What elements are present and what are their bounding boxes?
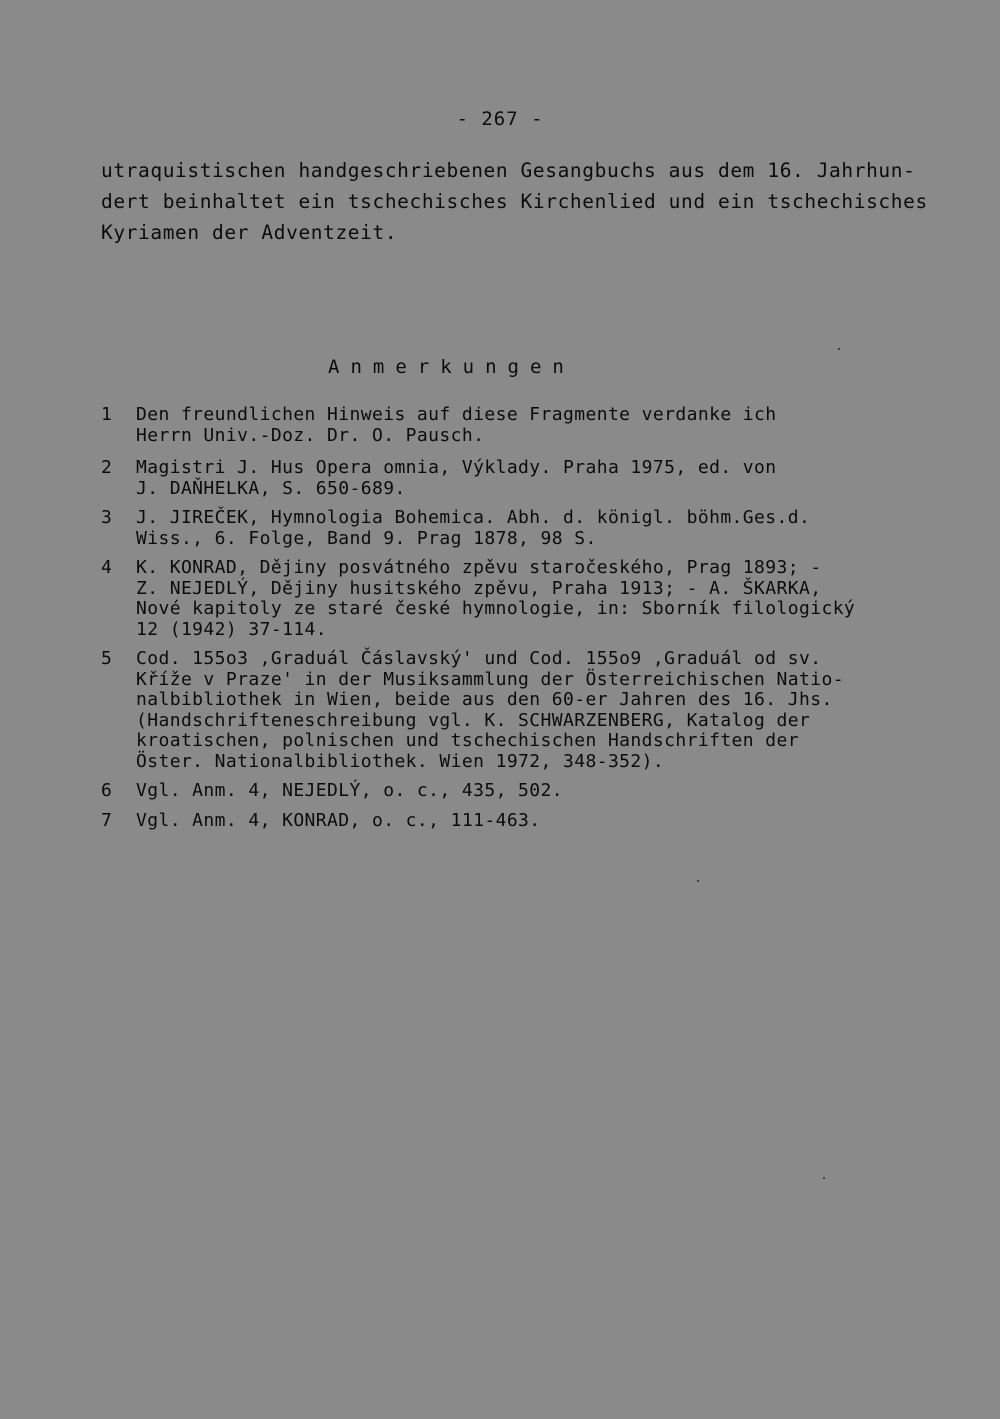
footnotes-list [101,405,921,840]
scan-speck [838,348,840,350]
footnote-line: Vgl. Anm. 4, KONRAD, o. c., 111-463. [136,809,541,831]
footnote-line: Herrn Univ.-Doz. Dr. O. Pausch. [136,424,485,446]
scan-speck [697,880,699,882]
footnote-line: Magistri J. Hus Opera omnia, Výklady. Praha 1975, ed. von [136,457,777,478]
footnote-line: kroatischen, polnischen und tschechischen Handschriften der [136,730,799,751]
footnote-line: Nové kapitoly ze staré české hymnologie, in: Sborník filologický [136,598,856,619]
footnote-line: J. DAŇHELKA, S. 650-689. [136,477,406,499]
footnote-text [136,781,921,802]
footnote-number: 4 [101,557,112,578]
footnote-text [136,458,921,499]
footnote [101,405,921,446]
footnote-line: (Handschrifteneschreibung vgl. K. SCHWARZENBERG, Katalog der [136,709,811,731]
footnote [101,811,921,832]
intro-line: dert beinhaltet ein tschechisches Kirchenlied und ein tschechisches [101,190,928,213]
footnote [101,649,921,772]
footnote-line: 12 (1942) 37-114. [136,618,328,640]
footnote-text [136,558,921,640]
footnote-number: 6 [101,780,112,801]
footnote-number: 1 [101,404,112,425]
intro-line: Kyriamen der Adventzeit. [101,221,398,244]
footnote-number: 5 [101,648,112,669]
footnote [101,458,921,499]
footnote-line: J. JIREČEK, Hymnologia Bohemica. Abh. d. königl. böhm.Ges.d. [136,507,811,528]
footnote-number: 2 [101,457,112,478]
footnote-number: 3 [101,507,112,528]
footnote [101,781,921,802]
footnote-line: Vgl. Anm. 4, NEJEDLÝ, o. c., 435, 502. [136,780,564,801]
footnote-text [136,811,921,832]
footnote-line: Den freundlichen Hinweis auf diese Fragmente verdanke ich [136,404,777,425]
scan-speck [823,1177,825,1179]
footnote-line: Öster. Nationalbibliothek. Wien 1972, 348-352). [136,750,665,772]
footnote [101,558,921,640]
intro-paragraph [101,155,928,248]
footnote-line: K. KONRAD, Dějiny posvátného zpěvu staročeského, Prag 1893; - [136,557,822,578]
footnote-text [136,649,921,772]
intro-line: utraquistischen handgeschriebenen Gesangbuchs aus dem 16. Jahrhun- [101,159,916,182]
footnote-line: Kříže v Praze' in der Musiksammlung der Österreichischen Natio- [136,668,844,690]
footnote-text [136,508,921,549]
footnote-line: Cod. 155o3 ‚Graduál Čáslavský' und Cod. 155o9 ‚Graduál od sv. [136,648,822,669]
footnote-number: 7 [101,809,112,831]
footnote-line: Z. NEJEDLÝ, Dějiny husitského zpěvu, Praha 1913; - A. ŠKARKA, [136,577,822,599]
footnote-text [136,405,921,446]
section-heading: Anmerkungen [328,356,575,378]
page-number: - 267 - [456,108,544,130]
footnote-line: nalbibliothek in Wien, beide aus den 60-er Jahren des 16. Jhs. [136,689,833,710]
footnote-line: Wiss., 6. Folge, Band 9. Prag 1878, 98 S. [136,527,597,549]
footnote [101,508,921,549]
